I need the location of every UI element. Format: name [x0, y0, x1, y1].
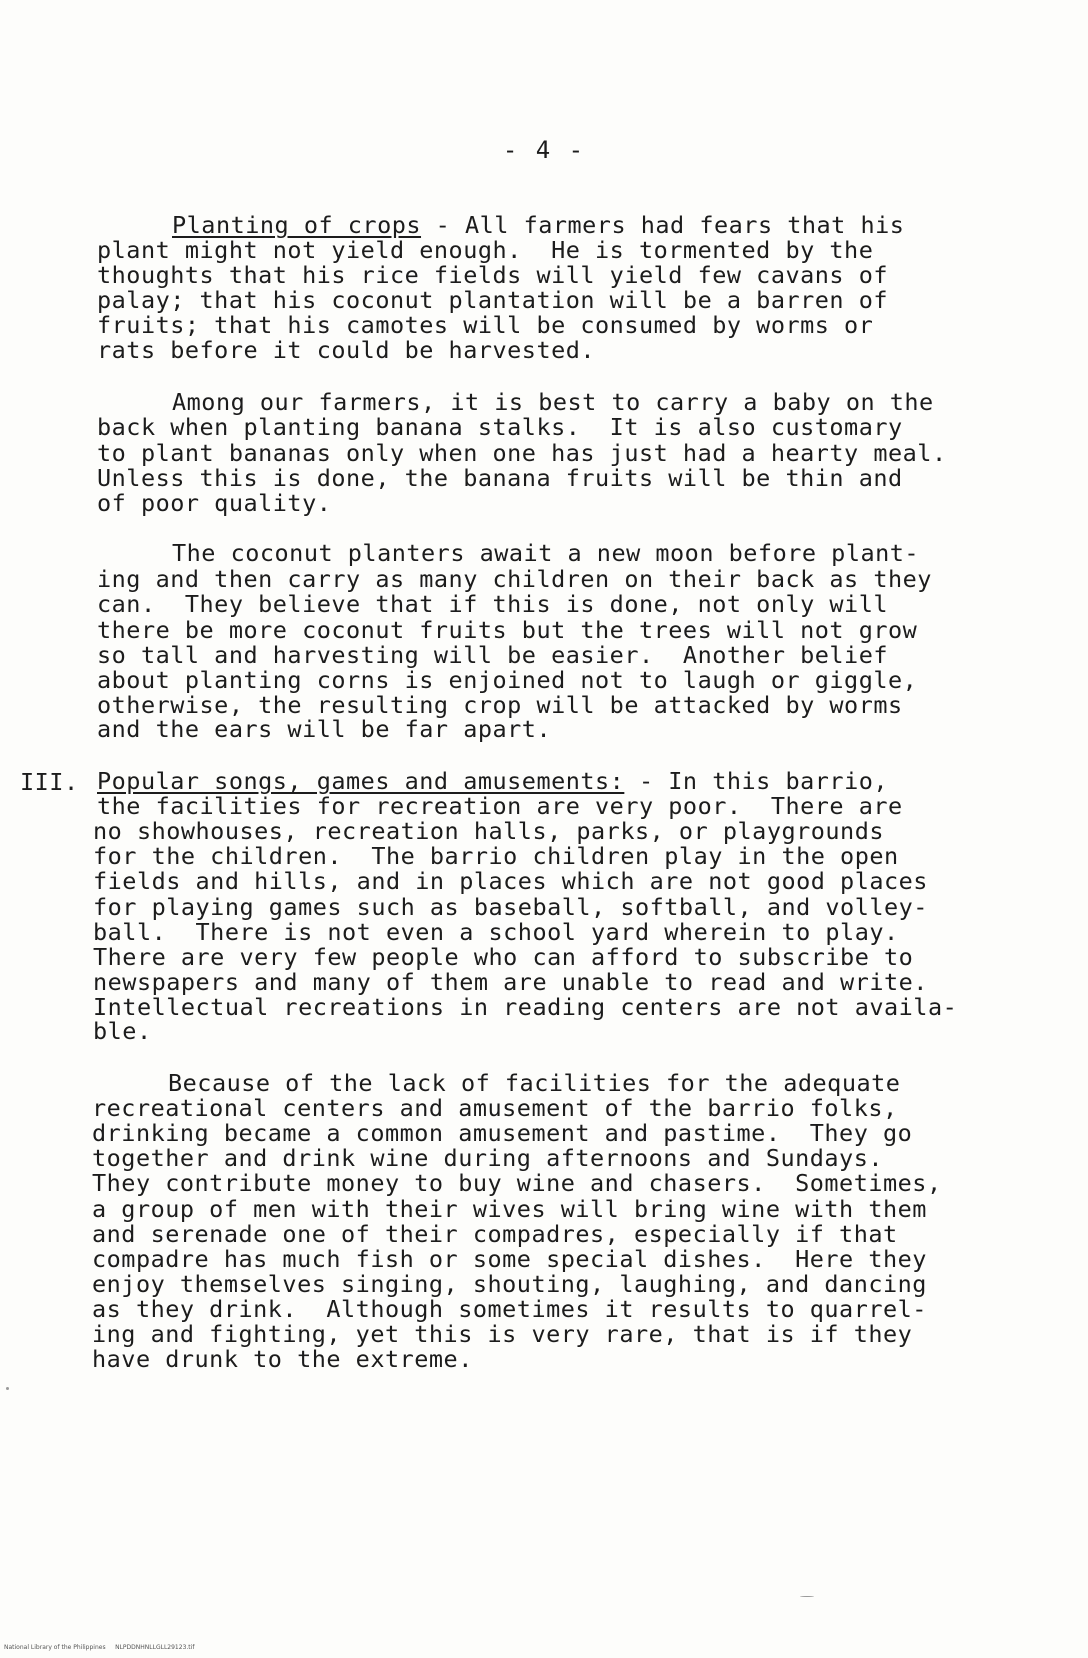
paragraph-line: together and drink wine during afternoons and Sundays.	[92, 1144, 884, 1172]
paragraph-line: thoughts that his rice fields will yield few cavans of	[97, 261, 889, 289]
paragraph-line: for playing games such as baseball, softball, and volley-	[93, 893, 928, 921]
page-number: - 4 -	[502, 136, 586, 164]
paragraph-line: so tall and harvesting will be easier. Another belief	[97, 641, 889, 669]
paragraph-line: recreational centers and amusement of the barrio folks,	[92, 1094, 898, 1122]
paragraph-line: for the children. The barrio children play in the open	[93, 842, 899, 870]
paragraph-line: and the ears will be far apart.	[97, 715, 552, 743]
paragraph-line: back when planting banana stalks. It is also customary	[97, 413, 903, 441]
paragraph-line: about planting corns is enjoined not to laugh or giggle,	[97, 666, 918, 694]
paragraph-line: drinking became a common amusement and pastime. They go	[92, 1119, 913, 1147]
section-number: III.	[20, 768, 79, 796]
scan-speck	[800, 1596, 814, 1597]
paragraph-line: The coconut planters await a new moon before plant-	[172, 539, 920, 567]
paragraph-line: fruits; that his camotes will be consumed by worms or	[97, 311, 874, 339]
paragraph-line: ball. There is not even a school yard wherein to play.	[93, 918, 899, 946]
section-heading: Planting of crops	[172, 211, 422, 239]
paragraph-line: of poor quality.	[97, 489, 332, 517]
paragraph-line: a group of men with their wives will bring wine with them	[92, 1195, 927, 1223]
paragraph-line: ing and fighting, yet this is very rare, that is if they	[92, 1320, 913, 1348]
section-heading: Popular songs, games and amusements:	[97, 767, 625, 795]
paragraph-line: Intellectual recreations in reading centers are not availa-	[93, 993, 958, 1021]
paragraph-line: Planting of crops - All farmers had fears that his	[172, 211, 905, 239]
paragraph-line: Unless this is done, the banana fruits will be thin and	[97, 464, 903, 492]
paragraph-line: Because of the lack of facilities for the adequate	[168, 1069, 901, 1097]
paragraph-line: can. They believe that if this is done, not only will	[97, 590, 889, 618]
paragraph-line: plant might not yield enough. He is tormented by the	[97, 236, 874, 264]
paragraph-line: to plant bananas only when one has just had a hearty meal.	[97, 439, 947, 467]
scan-footer: National Library of the Philippines NLPDDNHNLLGLL29123.tif	[4, 1644, 195, 1651]
paragraph-line: palay; that his coconut plantation will be a barren of	[97, 286, 889, 314]
paragraph-line: ble.	[93, 1017, 152, 1045]
paragraph-line: rats before it could be harvested.	[97, 336, 596, 364]
paragraph-line: There are very few people who can afford to subscribe to	[93, 943, 914, 971]
paragraph-line: the facilities for recreation are very poor. There are	[97, 792, 903, 820]
paragraph-line: compadre has much fish or some special dishes. Here they	[92, 1245, 927, 1273]
paragraph-line: Among our farmers, it is best to carry a baby on the	[172, 388, 934, 416]
scan-speck	[6, 1387, 9, 1390]
paragraph-line: otherwise, the resulting crop will be attacked by worms	[97, 691, 903, 719]
paragraph-line: there be more coconut fruits but the trees will not grow	[97, 616, 918, 644]
paragraph-line: They contribute money to buy wine and chasers. Sometimes,	[92, 1169, 942, 1197]
paragraph-line: as they drink. Although sometimes it results to quarrel-	[92, 1295, 927, 1323]
paragraph-line: newspapers and many of them are unable to read and write.	[93, 968, 928, 996]
paragraph-line: enjoy themselves singing, shouting, laughing, and dancing	[92, 1270, 927, 1298]
paragraph-line: have drunk to the extreme.	[92, 1345, 473, 1373]
paragraph-line: Popular songs, games and amusements: - In this barrio,	[97, 767, 889, 795]
paragraph-line: ing and then carry as many children on their back as they	[97, 565, 932, 593]
paragraph-line: fields and hills, and in places which are not good places	[93, 867, 928, 895]
paragraph-line: no showhouses, recreation halls, parks, or playgrounds	[93, 817, 885, 845]
paragraph-line: and serenade one of their compadres, especially if that	[92, 1220, 898, 1248]
